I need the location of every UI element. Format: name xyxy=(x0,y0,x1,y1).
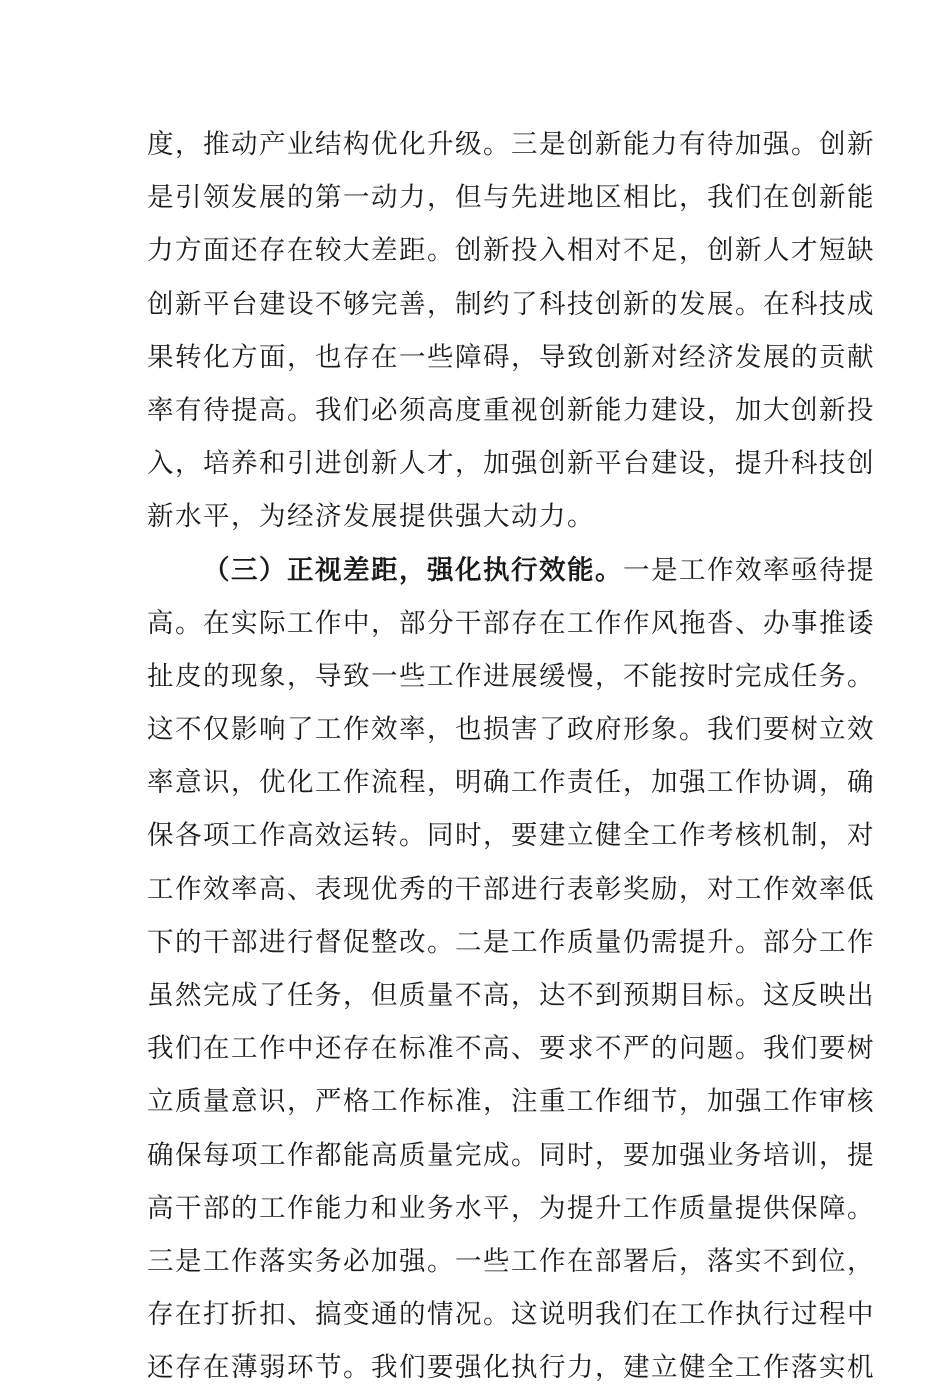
text-line: 三是工作落实务必加强。一些工作在部署后，落实不到位， xyxy=(147,1245,875,1277)
text-line: 这不仅影响了工作效率，也损害了政府形象。我们要树立效 xyxy=(147,714,875,746)
text-line: 新水平，为经济发展提供强大动力。 xyxy=(147,501,595,533)
text-line: 高。在实际工作中，部分干部存在工作作风拖沓、办事推诿 xyxy=(147,607,875,639)
text-line: 入，培养和引进创新人才，加强创新平台建设，提升科技创 xyxy=(147,448,875,480)
text-line: 存在打折扣、搞变通的情况。这说明我们在工作执行过程中 xyxy=(147,1299,875,1331)
text-line: 是引领发展的第一动力，但与先进地区相比，我们在创新能 xyxy=(147,182,875,214)
text-line: 果转化方面，也存在一些障碍，导致创新对经济发展的贡献 xyxy=(147,341,875,373)
text-line: 虽然完成了任务，但质量不高，达不到预期目标。这反映出 xyxy=(147,980,875,1011)
section-heading-rest: 一是工作效率亟待提 xyxy=(623,554,875,586)
text-line: 确保每项工作都能高质量完成。同时，要加强业务培训，提 xyxy=(147,1139,875,1171)
text-line: 率意识，优化工作流程，明确工作责任，加强工作协调，确 xyxy=(147,767,875,799)
text-line: 力方面还存在较大差距。创新投入相对不足，创新人才短缺 xyxy=(147,235,875,267)
section-heading: （三）正视差距，强化执行效能。 xyxy=(203,554,623,586)
text-line: 度，推动产业结构优化升级。三是创新能力有待加强。创新 xyxy=(147,129,875,160)
text-line: 立质量意识，严格工作标准，注重工作细节，加强工作审核 xyxy=(147,1086,875,1118)
text-line: 创新平台建设不够完善，制约了科技创新的发展。在科技成 xyxy=(147,288,875,320)
text-line: 率有待提高。我们必须高度重视创新能力建设，加大创新投 xyxy=(147,394,875,426)
text-line: 扯皮的现象，导致一些工作进展缓慢，不能按时完成任务。 xyxy=(147,660,875,692)
text-line: 高干部的工作能力和业务水平，为提升工作质量提供保障。 xyxy=(147,1192,875,1224)
section-heading-line xyxy=(147,544,875,597)
text-line: 我们在工作中还存在标准不高、要求不严的问题。我们要树 xyxy=(147,1033,875,1065)
text-line: 还存在薄弱环节。我们要强化执行力，建立健全工作落实机 xyxy=(147,1352,875,1384)
body-text xyxy=(147,118,875,1395)
text-line: 下的干部进行督促整改。二是工作质量仍需提升。部分工作 xyxy=(147,926,875,958)
text-line: 工作效率高、表现优秀的干部进行表彰奖励，对工作效率低 xyxy=(147,873,875,905)
text-line: 保各项工作高效运转。同时，要建立健全工作考核机制，对 xyxy=(147,820,875,852)
